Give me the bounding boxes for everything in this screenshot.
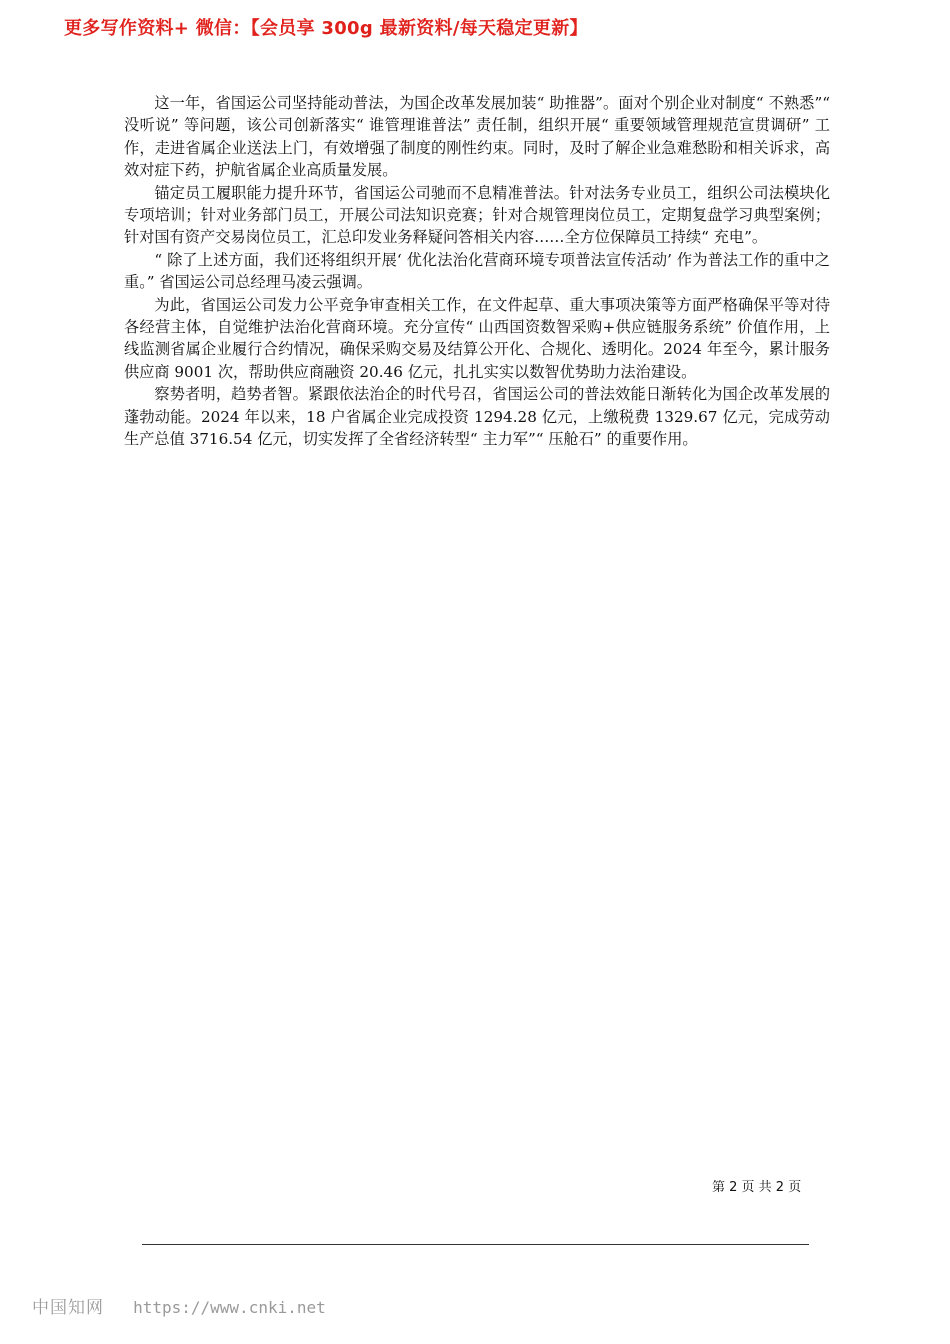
footer-divider — [142, 1244, 809, 1245]
article-body — [124, 92, 830, 451]
watermark-brand: 中国知网 — [32, 1298, 104, 1318]
page-number: 第 2 页 共 2 页 — [712, 1180, 802, 1195]
paragraph-4: 为此，省国运公司发力公平竞争审查相关工作，在文件起草、重大事项决策等方面严格确保平等对待各经营主体，自觉维护法治化营商环境。充分宣传“ 山西国资数智采购+供应链服务系统” 价值作用，上线监测省属企业履行合约情况，确保采购交易及结算公开化、合规化、透明化。2024 年至今，累计服务供应商 9001 次，帮助供应商融资 20.46 亿元，扎扎实实以数智优势助力法治建设。 — [124, 295, 830, 381]
paragraph-5: 察势者明，趋势者智。紧跟依法治企的时代号召，省国运公司的普法效能日渐转化为国企改革发展的蓬勃动能。2024 年以来，18 户省属企业完成投资 1294.28 亿元，上缴税费 1329.67 亿元，完成劳动生产总值 3716.54 亿元，切实发挥了全省经济转型“ 主力军”“ 压舱石” 的重要作用。 — [124, 385, 830, 449]
promo-banner: 更多写作资料+ 微信：【会员享 300g 最新资料/每天稳定更新】 — [64, 18, 588, 39]
watermark-url: https://www.cnki.net — [133, 1298, 326, 1317]
cnki-watermark — [32, 1293, 326, 1318]
paragraph-2: 锚定员工履职能力提升环节，省国运公司驰而不息精准普法。针对法务专业员工，组织公司法模块化专项培训；针对业务部门员工，开展公司法知识竞赛；针对合规管理岗位员工，定期复盘学习典型案例；针对国有资产交易岗位员工，汇总印发业务释疑问答相关内容……全方位保障员工持续“ 充电”。 — [124, 183, 830, 247]
paragraph-1: 这一年，省国运公司坚持能动普法，为国企改革发展加装“ 助推器”。面对个别企业对制度“ 不熟悉”“ 没听说” 等问题，该公司创新落实“ 谁管理谁普法” 责任制，组织开展“ 重要领域管理规范宣贯调研” 工作，走进省属企业送法上门，有效增强了制度的刚性约束。同时，及时了解企业急难愁盼和相关诉求，高效对症下药，护航省属企业高质量发展。 — [124, 94, 830, 180]
paragraph-3: “ 除了上述方面，我们还将组织开展‘ 优化法治化营商环境专项普法宣传活动’ 作为普法工作的重中之重。” 省国运公司总经理马凌云强调。 — [124, 250, 830, 292]
